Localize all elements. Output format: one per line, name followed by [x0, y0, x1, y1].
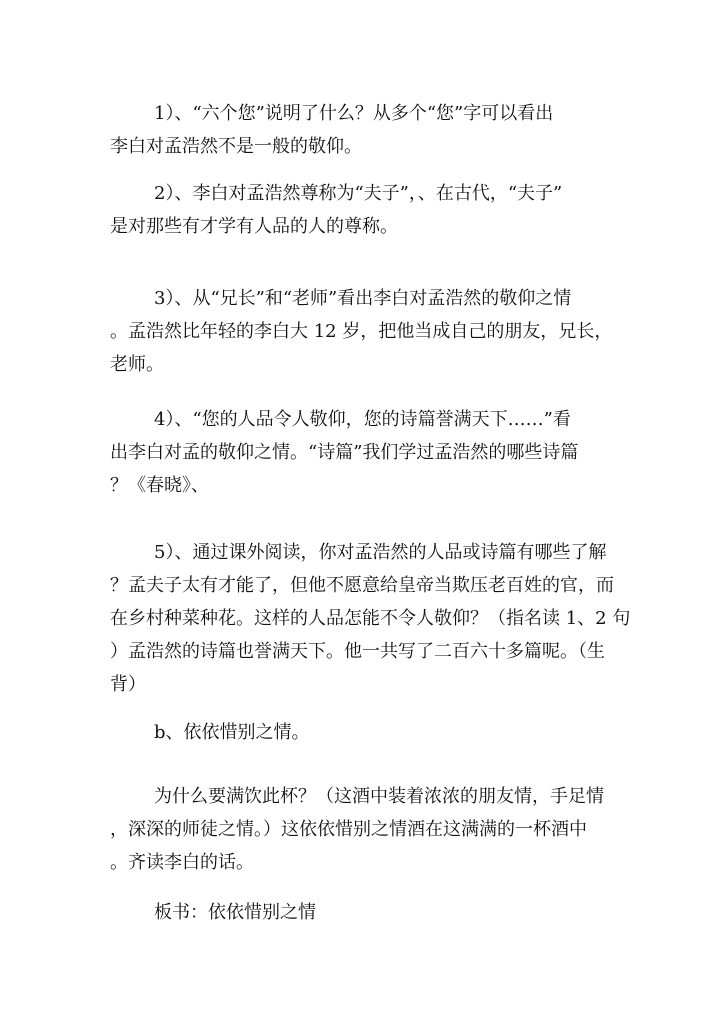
paragraph-4: [110, 403, 620, 502]
paragraph-line: 背）: [110, 674, 146, 695]
paragraph-line: 出李白对孟的敬仰之情。“诗篇”我们学过孟浩然的哪些诗篇: [110, 442, 579, 463]
paragraph-2: [110, 177, 620, 243]
paragraph-line: 2）、李白对孟浩然尊称为“夫子”，、在古代，“夫子”: [154, 183, 563, 204]
paragraph-1: [110, 97, 620, 163]
paragraph-line: 。孟浩然比年轻的李白大 12 岁，把他当成自己的朋友，兄长，: [110, 321, 613, 342]
paragraph-line: 。齐读李白的话。: [110, 852, 254, 873]
paragraph-5: [110, 536, 631, 701]
paragraph-line: 为什么要满饮此杯？（这酒中装着浓浓的朋友情，手足情: [154, 786, 604, 807]
paragraph-line: 在乡村种菜种花。这样的人品怎能不令人敬仰？（指名读 1、2 句: [110, 608, 631, 629]
paragraph-line: ？孟夫子太有才能了，但他不愿意给皇帝当欺压老百姓的官，而: [110, 575, 614, 596]
paragraph-line: b、依依惜别之情。: [154, 722, 310, 743]
paragraph-8: [110, 896, 620, 929]
paragraph-line: 4）、“您的人品令人敬仰，您的诗篇誉满天下……”看: [154, 409, 571, 430]
paragraph-6: [110, 716, 620, 749]
paragraph-7: [110, 780, 620, 879]
paragraph-line: ？《春晓》、: [110, 475, 209, 496]
paragraph-line: 1）、“六个您”说明了什么？从多个“您”字可以看出: [154, 103, 554, 124]
paragraph-line: 3）、从“兄长”和“老师”看出李白对孟浩然的敬仰之情: [154, 288, 572, 309]
paragraph-line: 板书：依依惜别之情: [154, 902, 316, 923]
paragraph-line: ）孟浩然的诗篇也誉满天下。他一共写了二百六十多篇呢。（生: [110, 641, 605, 662]
paragraph-line: 李白对孟浩然不是一般的敬仰。: [110, 136, 362, 157]
paragraph-line: ，深深的师徒之情。）这依依惜别之情酒在这满满的一杯酒中: [110, 819, 587, 840]
paragraph-3: [110, 282, 620, 381]
paragraph-line: 老师。: [110, 354, 164, 375]
paragraph-line: 是对那些有才学有人品的人的尊称。: [110, 216, 398, 237]
paragraph-line: 5）、通过课外阅读，你对孟浩然的人品或诗篇有哪些了解: [154, 542, 607, 563]
